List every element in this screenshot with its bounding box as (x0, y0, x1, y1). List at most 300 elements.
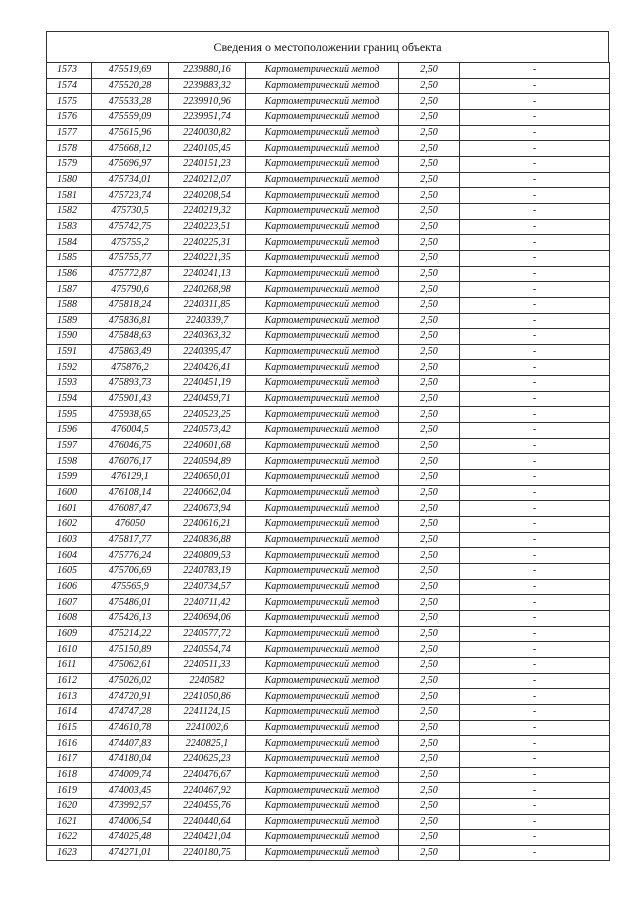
accuracy-cell: 2,50 (399, 407, 460, 423)
accuracy-cell: 2,50 (399, 266, 460, 282)
table-row (47, 125, 610, 141)
coord-x-cell: 475026,02 (92, 673, 169, 689)
table-row (47, 830, 610, 846)
description-cell: - (460, 689, 610, 705)
table-row (47, 579, 610, 595)
coord-y-cell: 2240030,82 (169, 125, 246, 141)
point-number-cell: 1599 (47, 470, 92, 486)
table-row (47, 657, 610, 673)
accuracy-cell: 2,50 (399, 438, 460, 454)
accuracy-cell: 2,50 (399, 673, 460, 689)
accuracy-cell: 2,50 (399, 657, 460, 673)
coord-x-cell: 475776,24 (92, 548, 169, 564)
method-cell: Картометрический метод (246, 673, 399, 689)
point-number-cell: 1575 (47, 94, 92, 110)
coord-x-cell: 475519,69 (92, 63, 169, 79)
table-row (47, 407, 610, 423)
method-cell: Картометрический метод (246, 798, 399, 814)
accuracy-cell: 2,50 (399, 798, 460, 814)
table-row (47, 282, 610, 298)
coord-y-cell: 2240511,33 (169, 657, 246, 673)
coord-x-cell: 475818,24 (92, 297, 169, 313)
point-number-cell: 1597 (47, 438, 92, 454)
description-cell: - (460, 798, 610, 814)
table-row (47, 235, 610, 251)
method-cell: Картометрический метод (246, 704, 399, 720)
method-cell: Картометрический метод (246, 767, 399, 783)
table-row (47, 219, 610, 235)
document-sheet (46, 31, 609, 861)
table-row (47, 141, 610, 157)
point-number-cell: 1605 (47, 564, 92, 580)
table-row (47, 250, 610, 266)
table-row (47, 266, 610, 282)
method-cell: Картометрический метод (246, 610, 399, 626)
method-cell: Картометрический метод (246, 485, 399, 501)
method-cell: Картометрический метод (246, 313, 399, 329)
accuracy-cell: 2,50 (399, 172, 460, 188)
method-cell: Картометрический метод (246, 501, 399, 517)
accuracy-cell: 2,50 (399, 423, 460, 439)
description-cell: - (460, 235, 610, 251)
coord-x-cell: 474009,74 (92, 767, 169, 783)
coord-y-cell: 2240809,53 (169, 548, 246, 564)
point-number-cell: 1581 (47, 188, 92, 204)
method-cell: Картометрический метод (246, 736, 399, 752)
method-cell: Картометрический метод (246, 407, 399, 423)
table-row (47, 517, 610, 533)
table-row (47, 642, 610, 658)
coord-y-cell: 2239880,16 (169, 63, 246, 79)
description-cell: - (460, 673, 610, 689)
coord-y-cell: 2240467,92 (169, 783, 246, 799)
description-cell: - (460, 94, 610, 110)
method-cell: Картометрический метод (246, 376, 399, 392)
coord-x-cell: 475214,22 (92, 626, 169, 642)
table-row (47, 344, 610, 360)
accuracy-cell: 2,50 (399, 109, 460, 125)
method-cell: Картометрический метод (246, 423, 399, 439)
description-cell: - (460, 532, 610, 548)
description-cell: - (460, 219, 610, 235)
description-cell: - (460, 751, 610, 767)
accuracy-cell: 2,50 (399, 830, 460, 846)
coord-y-cell: 2240219,32 (169, 203, 246, 219)
description-cell: - (460, 642, 610, 658)
method-cell: Картометрический метод (246, 125, 399, 141)
point-number-cell: 1623 (47, 845, 92, 861)
coord-x-cell: 473992,57 (92, 798, 169, 814)
coord-x-cell: 474003,45 (92, 783, 169, 799)
method-cell: Картометрический метод (246, 282, 399, 298)
coord-y-cell: 2240221,35 (169, 250, 246, 266)
method-cell: Картометрический метод (246, 78, 399, 94)
coord-y-cell: 2240673,94 (169, 501, 246, 517)
coord-y-cell: 2240616,21 (169, 517, 246, 533)
description-cell: - (460, 329, 610, 345)
accuracy-cell: 2,50 (399, 454, 460, 470)
accuracy-cell: 2,50 (399, 720, 460, 736)
description-cell: - (460, 297, 610, 313)
method-cell: Картометрический метод (246, 517, 399, 533)
coord-x-cell: 475426,13 (92, 610, 169, 626)
accuracy-cell: 2,50 (399, 626, 460, 642)
accuracy-cell: 2,50 (399, 736, 460, 752)
coord-y-cell: 2240601,68 (169, 438, 246, 454)
description-cell: - (460, 438, 610, 454)
method-cell: Картометрический метод (246, 548, 399, 564)
coord-x-cell: 475742,75 (92, 219, 169, 235)
table-row (47, 751, 610, 767)
coord-x-cell: 475615,96 (92, 125, 169, 141)
table-row (47, 767, 610, 783)
coord-y-cell: 2240711,42 (169, 595, 246, 611)
accuracy-cell: 2,50 (399, 203, 460, 219)
table-body (47, 63, 610, 861)
table-row (47, 689, 610, 705)
accuracy-cell: 2,50 (399, 579, 460, 595)
description-cell: - (460, 470, 610, 486)
table-row (47, 391, 610, 407)
coord-y-cell: 2240223,51 (169, 219, 246, 235)
description-cell: - (460, 188, 610, 204)
coord-y-cell: 2241002,6 (169, 720, 246, 736)
coord-x-cell: 475790,6 (92, 282, 169, 298)
coord-y-cell: 2240836,88 (169, 532, 246, 548)
point-number-cell: 1592 (47, 360, 92, 376)
coord-x-cell: 475755,2 (92, 235, 169, 251)
description-cell: - (460, 485, 610, 501)
point-number-cell: 1607 (47, 595, 92, 611)
table-row (47, 720, 610, 736)
method-cell: Картометрический метод (246, 109, 399, 125)
coord-y-cell: 2240426,41 (169, 360, 246, 376)
table-row (47, 376, 610, 392)
point-number-cell: 1573 (47, 63, 92, 79)
coord-x-cell: 475520,28 (92, 78, 169, 94)
method-cell: Картометрический метод (246, 689, 399, 705)
coord-x-cell: 475668,12 (92, 141, 169, 157)
point-number-cell: 1621 (47, 814, 92, 830)
accuracy-cell: 2,50 (399, 485, 460, 501)
coord-y-cell: 2240694,06 (169, 610, 246, 626)
table-row (47, 501, 610, 517)
accuracy-cell: 2,50 (399, 704, 460, 720)
coord-x-cell: 474271,01 (92, 845, 169, 861)
point-number-cell: 1587 (47, 282, 92, 298)
point-number-cell: 1579 (47, 156, 92, 172)
point-number-cell: 1585 (47, 250, 92, 266)
description-cell: - (460, 595, 610, 611)
description-cell: - (460, 564, 610, 580)
description-cell: - (460, 579, 610, 595)
table-row (47, 845, 610, 861)
method-cell: Картометрический метод (246, 297, 399, 313)
table-row (47, 783, 610, 799)
table-row (47, 673, 610, 689)
accuracy-cell: 2,50 (399, 63, 460, 79)
coord-x-cell: 476108,14 (92, 485, 169, 501)
method-cell: Картометрический метод (246, 141, 399, 157)
method-cell: Картометрический метод (246, 845, 399, 861)
coord-x-cell: 475559,09 (92, 109, 169, 125)
table-row (47, 297, 610, 313)
description-cell: - (460, 141, 610, 157)
method-cell: Картометрический метод (246, 454, 399, 470)
table-row (47, 610, 610, 626)
accuracy-cell: 2,50 (399, 689, 460, 705)
table-row (47, 564, 610, 580)
coord-y-cell: 2240783,19 (169, 564, 246, 580)
description-cell: - (460, 360, 610, 376)
accuracy-cell: 2,50 (399, 78, 460, 94)
method-cell: Картометрический метод (246, 470, 399, 486)
coord-x-cell: 475755,77 (92, 250, 169, 266)
coord-x-cell: 475062,61 (92, 657, 169, 673)
coord-y-cell: 2239910,96 (169, 94, 246, 110)
accuracy-cell: 2,50 (399, 156, 460, 172)
coord-x-cell: 475734,01 (92, 172, 169, 188)
point-number-cell: 1616 (47, 736, 92, 752)
point-number-cell: 1602 (47, 517, 92, 533)
table-row (47, 313, 610, 329)
point-number-cell: 1615 (47, 720, 92, 736)
point-number-cell: 1617 (47, 751, 92, 767)
coord-y-cell: 2240208,54 (169, 188, 246, 204)
point-number-cell: 1588 (47, 297, 92, 313)
method-cell: Картометрический метод (246, 156, 399, 172)
point-number-cell: 1598 (47, 454, 92, 470)
coord-x-cell: 474747,28 (92, 704, 169, 720)
coord-x-cell: 476076,17 (92, 454, 169, 470)
table-row (47, 736, 610, 752)
method-cell: Картометрический метод (246, 329, 399, 345)
coord-y-cell: 2240268,98 (169, 282, 246, 298)
method-cell: Картометрический метод (246, 391, 399, 407)
point-number-cell: 1595 (47, 407, 92, 423)
accuracy-cell: 2,50 (399, 329, 460, 345)
method-cell: Картометрический метод (246, 657, 399, 673)
accuracy-cell: 2,50 (399, 360, 460, 376)
coord-y-cell: 2240582 (169, 673, 246, 689)
point-number-cell: 1614 (47, 704, 92, 720)
table-row (47, 63, 610, 79)
point-number-cell: 1586 (47, 266, 92, 282)
method-cell: Картометрический метод (246, 266, 399, 282)
coord-y-cell: 2240363,32 (169, 329, 246, 345)
point-number-cell: 1593 (47, 376, 92, 392)
point-number-cell: 1580 (47, 172, 92, 188)
table-row (47, 454, 610, 470)
accuracy-cell: 2,50 (399, 564, 460, 580)
description-cell: - (460, 344, 610, 360)
coord-x-cell: 475730,5 (92, 203, 169, 219)
coord-x-cell: 475863,49 (92, 344, 169, 360)
method-cell: Картометрический метод (246, 94, 399, 110)
coord-y-cell: 2240662,04 (169, 485, 246, 501)
table-row (47, 329, 610, 345)
table-row (47, 203, 610, 219)
description-cell: - (460, 830, 610, 846)
point-number-cell: 1601 (47, 501, 92, 517)
coord-x-cell: 476129,1 (92, 470, 169, 486)
point-number-cell: 1596 (47, 423, 92, 439)
description-cell: - (460, 720, 610, 736)
coord-x-cell: 475901,43 (92, 391, 169, 407)
method-cell: Картометрический метод (246, 219, 399, 235)
coord-y-cell: 2239883,32 (169, 78, 246, 94)
coord-x-cell: 475836,81 (92, 313, 169, 329)
accuracy-cell: 2,50 (399, 751, 460, 767)
coord-y-cell: 2240650,01 (169, 470, 246, 486)
accuracy-cell: 2,50 (399, 470, 460, 486)
point-number-cell: 1620 (47, 798, 92, 814)
coord-x-cell: 474006,54 (92, 814, 169, 830)
description-cell: - (460, 282, 610, 298)
table-row (47, 109, 610, 125)
coord-y-cell: 2240311,85 (169, 297, 246, 313)
coord-x-cell: 476050 (92, 517, 169, 533)
description-cell: - (460, 517, 610, 533)
coord-x-cell: 474180,04 (92, 751, 169, 767)
point-number-cell: 1590 (47, 329, 92, 345)
table-row (47, 188, 610, 204)
point-number-cell: 1609 (47, 626, 92, 642)
accuracy-cell: 2,50 (399, 548, 460, 564)
point-number-cell: 1619 (47, 783, 92, 799)
coord-x-cell: 475723,74 (92, 188, 169, 204)
coord-x-cell: 475706,69 (92, 564, 169, 580)
coord-y-cell: 2240523,25 (169, 407, 246, 423)
coord-y-cell: 2240451,19 (169, 376, 246, 392)
accuracy-cell: 2,50 (399, 125, 460, 141)
coord-y-cell: 2239951,74 (169, 109, 246, 125)
point-number-cell: 1608 (47, 610, 92, 626)
accuracy-cell: 2,50 (399, 376, 460, 392)
point-number-cell: 1577 (47, 125, 92, 141)
point-number-cell: 1603 (47, 532, 92, 548)
document-title: Сведения о местоположении границ объекта (46, 31, 609, 62)
method-cell: Картометрический метод (246, 532, 399, 548)
accuracy-cell: 2,50 (399, 595, 460, 611)
accuracy-cell: 2,50 (399, 517, 460, 533)
accuracy-cell: 2,50 (399, 250, 460, 266)
description-cell: - (460, 172, 610, 188)
coord-x-cell: 475533,28 (92, 94, 169, 110)
table-row (47, 626, 610, 642)
coord-y-cell: 2240225,31 (169, 235, 246, 251)
coord-y-cell: 2240241,13 (169, 266, 246, 282)
point-number-cell: 1618 (47, 767, 92, 783)
table-row (47, 485, 610, 501)
accuracy-cell: 2,50 (399, 532, 460, 548)
coord-x-cell: 475150,89 (92, 642, 169, 658)
description-cell: - (460, 845, 610, 861)
accuracy-cell: 2,50 (399, 219, 460, 235)
coord-x-cell: 475772,87 (92, 266, 169, 282)
table-row (47, 156, 610, 172)
description-cell: - (460, 203, 610, 219)
coord-y-cell: 2240421,04 (169, 830, 246, 846)
table-row (47, 548, 610, 564)
description-cell: - (460, 376, 610, 392)
coord-x-cell: 475893,73 (92, 376, 169, 392)
description-cell: - (460, 610, 610, 626)
description-cell: - (460, 78, 610, 94)
accuracy-cell: 2,50 (399, 814, 460, 830)
table-row (47, 78, 610, 94)
description-cell: - (460, 704, 610, 720)
accuracy-cell: 2,50 (399, 94, 460, 110)
accuracy-cell: 2,50 (399, 282, 460, 298)
table-row (47, 172, 610, 188)
coord-y-cell: 2240212,07 (169, 172, 246, 188)
method-cell: Картометрический метод (246, 360, 399, 376)
method-cell: Картометрический метод (246, 235, 399, 251)
description-cell: - (460, 423, 610, 439)
point-number-cell: 1622 (47, 830, 92, 846)
coord-y-cell: 2240455,76 (169, 798, 246, 814)
method-cell: Картометрический метод (246, 203, 399, 219)
point-number-cell: 1589 (47, 313, 92, 329)
accuracy-cell: 2,50 (399, 344, 460, 360)
method-cell: Картометрический метод (246, 344, 399, 360)
accuracy-cell: 2,50 (399, 235, 460, 251)
point-number-cell: 1584 (47, 235, 92, 251)
coord-y-cell: 2240625,23 (169, 751, 246, 767)
description-cell: - (460, 109, 610, 125)
accuracy-cell: 2,50 (399, 845, 460, 861)
description-cell: - (460, 657, 610, 673)
coord-x-cell: 476087,47 (92, 501, 169, 517)
accuracy-cell: 2,50 (399, 610, 460, 626)
point-number-cell: 1574 (47, 78, 92, 94)
coord-x-cell: 475565,9 (92, 579, 169, 595)
coord-y-cell: 2240151,23 (169, 156, 246, 172)
coord-x-cell: 474720,91 (92, 689, 169, 705)
description-cell: - (460, 454, 610, 470)
point-number-cell: 1582 (47, 203, 92, 219)
coord-y-cell: 2240573,42 (169, 423, 246, 439)
coord-y-cell: 2240180,75 (169, 845, 246, 861)
method-cell: Картометрический метод (246, 720, 399, 736)
description-cell: - (460, 407, 610, 423)
coord-y-cell: 2240339,7 (169, 313, 246, 329)
method-cell: Картометрический метод (246, 783, 399, 799)
method-cell: Картометрический метод (246, 579, 399, 595)
method-cell: Картометрический метод (246, 814, 399, 830)
coord-y-cell: 2240459,71 (169, 391, 246, 407)
accuracy-cell: 2,50 (399, 141, 460, 157)
table-row (47, 704, 610, 720)
coord-y-cell: 2240734,57 (169, 579, 246, 595)
boundary-table (46, 62, 610, 861)
method-cell: Картометрический метод (246, 564, 399, 580)
coord-x-cell: 475938,65 (92, 407, 169, 423)
coord-x-cell: 475486,01 (92, 595, 169, 611)
coord-x-cell: 475696,97 (92, 156, 169, 172)
coord-x-cell: 475817,77 (92, 532, 169, 548)
table-row (47, 94, 610, 110)
table-row (47, 532, 610, 548)
coord-y-cell: 2240395,47 (169, 344, 246, 360)
accuracy-cell: 2,50 (399, 391, 460, 407)
point-number-cell: 1576 (47, 109, 92, 125)
table-row (47, 798, 610, 814)
point-number-cell: 1604 (47, 548, 92, 564)
accuracy-cell: 2,50 (399, 783, 460, 799)
description-cell: - (460, 266, 610, 282)
